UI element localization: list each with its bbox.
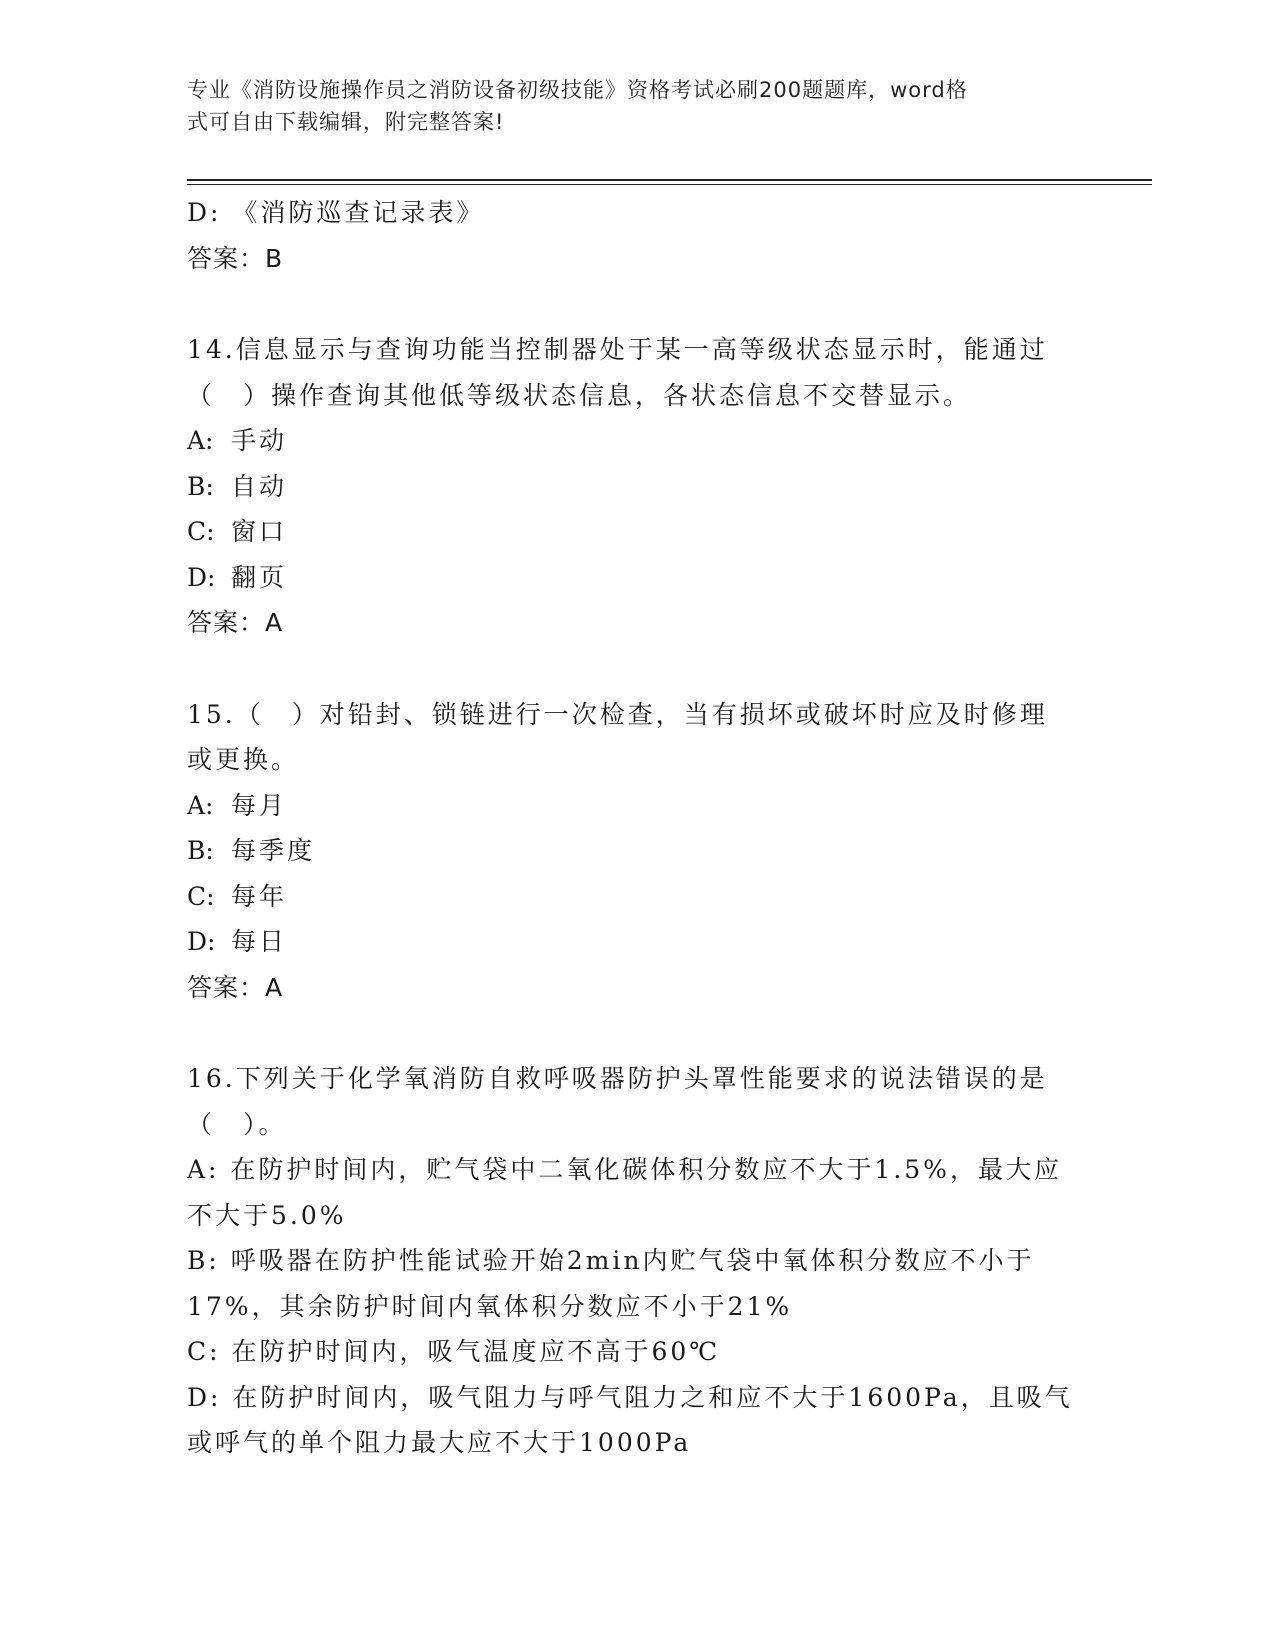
q16-stem-line-2: （ ）。 [187, 1109, 287, 1139]
q16-option-a-line-2: 不大于5.0% [187, 1200, 347, 1230]
q14-option-a [187, 418, 1087, 464]
option-text: 每日 [231, 927, 288, 956]
q14-answer: 答案：A [187, 608, 284, 637]
q15-option-d [187, 919, 1087, 965]
q14-stem-line-2: （ ）操作查询其他低等级状态信息，各状态信息不交替显示。 [187, 380, 972, 410]
option-key: C: [187, 881, 215, 911]
q15-option-c [187, 874, 1087, 920]
q16-option-d-line-1: D: 在防护时间内，吸气阻力与呼气阻力之和应不大于1600Pa，且吸气 [187, 1382, 1073, 1412]
q16-option-b-line-2: 17%，其余防护时间内氧体积分数应不小于21% [187, 1291, 793, 1321]
q14-stem-line-1: 14.信息显示与查询功能当控制器处于某一高等级状态显示时，能通过 [187, 335, 1048, 364]
q16-stem-line-1: 16.下列关于化学氧消防自救呼吸器防护头罩性能要求的说法错误的是 [187, 1064, 1048, 1093]
option-text: 自动 [231, 471, 288, 501]
q16-option-d-line-2: 或呼气的单个阻力最大应不大于1000Pa [187, 1428, 692, 1457]
q15-stem-line-2: 或更换。 [187, 745, 300, 774]
spacer [187, 281, 1087, 327]
option-text: 每季度 [231, 836, 316, 865]
document-header [187, 74, 1067, 138]
q15-stem-line-1: 15.（ ）对铅封、锁链进行一次检查，当有损坏或破坏时应及时修理 [187, 699, 1048, 729]
option-key: B: [187, 471, 214, 501]
option-key: C: [187, 517, 215, 546]
q14-option-b [187, 464, 1087, 510]
q13-option-d: D: 《消防巡查记录表》 [187, 198, 485, 227]
header-line-1: 专业《消防设施操作员之消防设备初级技能》资格考试必刷200题题库，word格 [187, 78, 968, 102]
option-key: D: [187, 562, 216, 592]
option-key: A: [187, 790, 214, 820]
option-text: 手动 [231, 426, 288, 455]
header-line-2: 式可自由下载编辑，附完整答案! [187, 110, 505, 134]
option-key: B: [187, 836, 214, 865]
option-text: 每月 [231, 790, 288, 820]
question-15 [187, 692, 1087, 1011]
option-text: 每年 [231, 881, 288, 911]
question-14 [187, 327, 1087, 646]
header-divider-thin [187, 184, 1152, 185]
q13-answer: 答案：B [187, 243, 284, 273]
option-key: A: [187, 426, 214, 455]
q15-answer: 答案：A [187, 972, 284, 1002]
spacer [187, 646, 1087, 692]
option-text: 翻页 [231, 562, 288, 592]
q16-option-b-line-1: B: 呼吸器在防护性能试验开始2min内贮气袋中氧体积分数应不小于 [187, 1246, 1035, 1275]
option-key: D: [187, 927, 216, 956]
q16-option-a-line-1: A: 在防护时间内，贮气袋中二氧化碳体积分数应不大于1.5%，最大应 [187, 1155, 1062, 1184]
question-16 [187, 1056, 1087, 1466]
option-text: 窗口 [231, 517, 288, 546]
q14-option-d [187, 555, 1087, 601]
q15-option-a [187, 783, 1087, 829]
q14-option-c [187, 509, 1087, 555]
question-list [187, 190, 1087, 1466]
q15-option-b [187, 828, 1087, 874]
header-divider-thick [187, 179, 1152, 181]
q16-option-c-line-1: C: 在防护时间内，吸气温度应不高于60℃ [187, 1337, 721, 1366]
spacer [187, 1010, 1087, 1056]
